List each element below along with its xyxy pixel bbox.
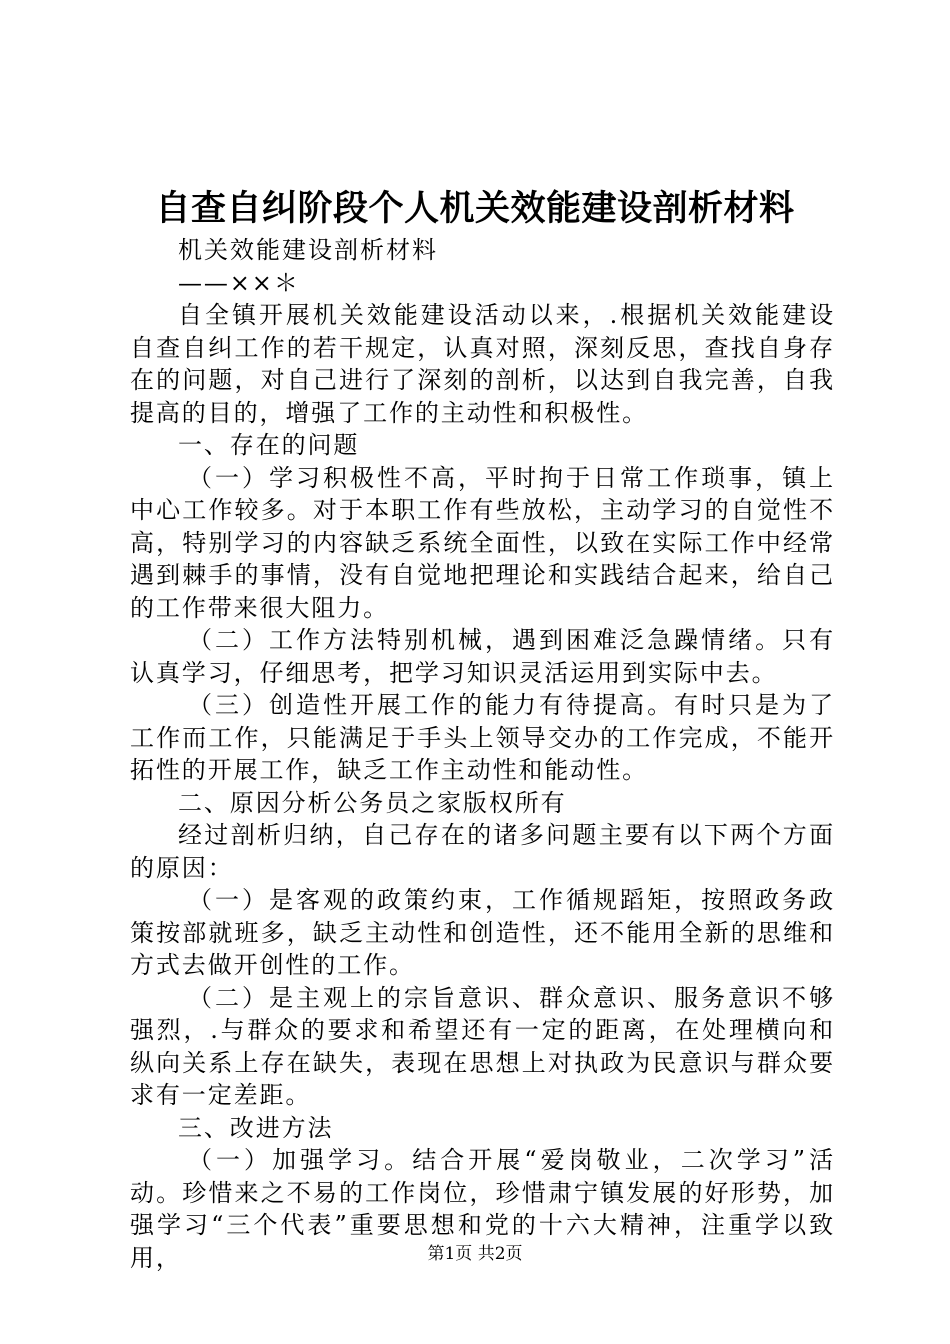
document-subtitle: 机关效能建设剖析材料 <box>178 236 438 264</box>
section-heading-causes: 二、原因分析公务员之家版权所有 <box>178 788 567 817</box>
section-heading-problems: 一、存在的问题 <box>178 431 360 459</box>
section-heading-improvements: 三、改进方法 <box>178 1113 334 1142</box>
document-title: 自查自纠阶段个人机关效能建设剖析材料 <box>155 189 795 229</box>
paragraph-causes-intro: 经过剖析归纳，自己存在的诸多问题主要有以下两个方面的原因： <box>130 821 835 882</box>
paragraph-cause-2: （二）是主观上的宗旨意识、群众意识、服务意识不够强烈，.与群众的要求和希望还有一定的距离，在处理横向和纵向关系上存在缺失，表现在思想上对执政为民意识与群众要求有一定差距。 <box>130 983 835 1109</box>
author-line: ——××＊ <box>178 268 300 297</box>
page-footer: 第1页 共2页 <box>427 1244 523 1264</box>
paragraph-cause-1: （一）是客观的政策约束，工作循规蹈矩，按照政务政策按部就班多，缺乏主动性和创造性，还不能用全新的思维和方式去做开创性的工作。 <box>130 886 835 979</box>
paragraph-problem-2: （二）工作方法特别机械，遇到困难泛急躁情绪。只有认真学习，仔细思考，把学习知识灵活运用到实际中去。 <box>130 626 835 687</box>
paragraph-problem-3: （三）创造性开展工作的能力有待提高。有时只是为了工作而工作，只能满足于手头上领导交办的工作完成，不能开拓性的开展工作，缺乏工作主动性和能动性。 <box>130 691 835 784</box>
document-body <box>130 234 835 1274</box>
paragraph-intro: 自全镇开展机关效能建设活动以来，.根据机关效能建设自查自纠工作的若干规定，认真对照，深刻反思，查找自身存在的问题，对自己进行了深刻的剖析，以达到自我完善，自我提高的目的，增强了工作的主动性和积极性。 <box>130 301 835 427</box>
paragraph-improvement-1: （一）加强学习。结合开展“爱岗敬业，二次学习”活动。珍惜来之不易的工作岗位，珍惜肃宁镇发展的好形势，加强学习“三个代表”重要思想和党的十六大精神，注重学以致用， <box>130 1146 835 1272</box>
paragraph-problem-1: （一）学习积极性不高，平时拘于日常工作琐事，镇上中心工作较多。对于本职工作有些放松，主动学习的自觉性不高，特别学习的内容缺乏系统全面性，以致在实际工作中经常遇到棘手的事情，没有自觉地把理论和实践结合起来，给自己的工作带来很大阻力。 <box>130 463 835 622</box>
